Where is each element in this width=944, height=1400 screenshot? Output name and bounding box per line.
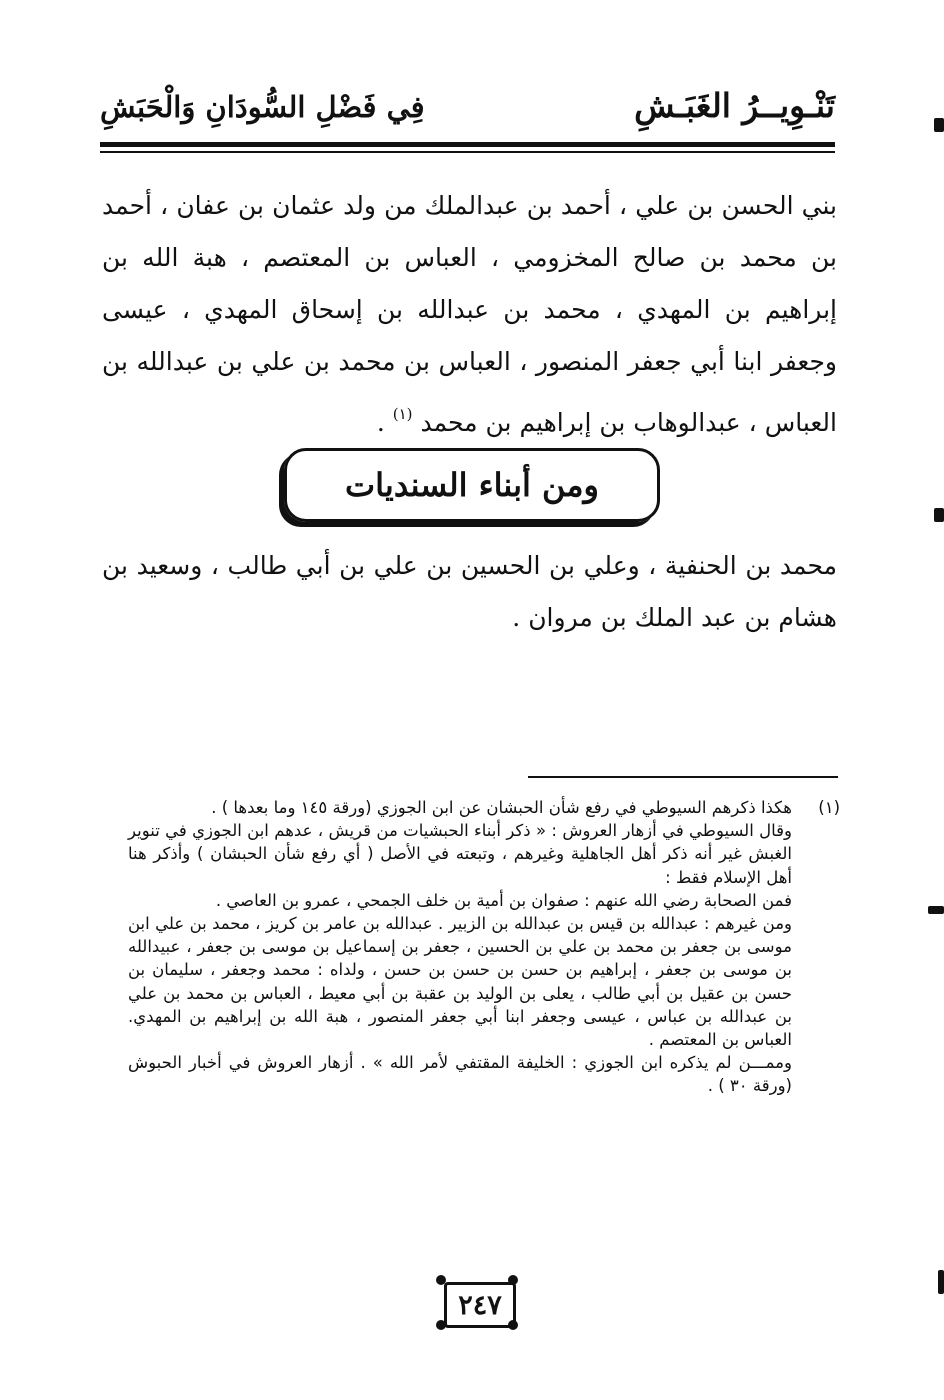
header-rule-thin xyxy=(100,151,835,153)
scan-mark xyxy=(934,508,944,522)
footnote-number: (١) xyxy=(818,798,840,817)
scan-mark xyxy=(934,118,944,132)
scan-mark xyxy=(938,1270,944,1294)
section-heading-box xyxy=(284,448,660,522)
paragraph-1-text: بني الحسن بن علي ، أحمد بن عبدالملك من ولد عثمان بن عفان ، أحمد بن محمد بن صالح المخزومي ، العباس بن المعتصم ، هبة الله بن إبراهيم بن المهدي ، محمد بن عبدالله بن إسحاق المهدي ، عيسى وجعفر ابنا أبي جعفر المنصور ، العباس بن محمد بن علي بن عبدالله بن العباس ، عبدالوهاب بن إبراهيم بن محمد xyxy=(102,191,837,437)
book-title: تَنْـوِيــرُ الغَبَـشِ xyxy=(634,86,835,125)
body-paragraph-1 xyxy=(102,180,837,449)
page-number-corner xyxy=(508,1320,518,1330)
page-number-corner xyxy=(508,1275,518,1285)
page-number: ٢٤٧ xyxy=(458,1289,502,1321)
footnote-line: ومن غيرهم : عبدالله بن قيس بن عبدالله بن الزبير . عبدالله بن عامر بن كريز ، محمد بن علي ابن موسى بن جعفر بن محمد بن علي بن الحسين ، جعفر بن إسماعيل بن موسى بن جعفر ، عبيدالله بن موسى بن جعفر ، إبراهيم بن حسن بن حسن بن حسن ، ولداه : محمد وجعفر ، سليمان بن حسن بن عقيل بن أبي طالب ، يعلى بن الوليد بن عقبة بن أبي معيط ، العباس بن محمد بن علي بن عبدالله بن عباس ، عيسى وجعفر ابنا أبي جعفر المنصور ، هبة الله بن إبراهيم بن المهدي. العباس بن المعتصم . xyxy=(128,914,792,1050)
footnote-reference[interactable]: (١) xyxy=(392,405,413,423)
header-rule-thick xyxy=(100,142,835,147)
page-number-box xyxy=(444,1282,516,1328)
book-subtitle: فِي فَضْلِ السُّودَانِ وَالْحَبَشِ xyxy=(100,90,425,124)
footnote-separator xyxy=(528,776,838,778)
scan-mark xyxy=(928,906,944,914)
page-number-corner xyxy=(436,1320,446,1330)
footnote-line: هكذا ذكرهم السيوطي في رفع شأن الحبشان عن ابن الجوزي (ورقة ١٤٥ وما بعدها ) . xyxy=(211,798,792,817)
footnote-body xyxy=(128,796,792,1098)
paragraph-1-end: . xyxy=(376,408,393,437)
footnote-line: وممـــن لم يذكره ابن الجوزي : الخليفة المقتفي لأمر الله » . أزهار العروش في أخبار الحبوش (ورقة ٣٠ ) . xyxy=(128,1053,792,1096)
paragraph-2-text: محمد بن الحنفية ، وعلي بن الحسين بن علي بن أبي طالب ، وسعيد بن هشام بن عبد الملك بن مروان . xyxy=(102,551,837,632)
running-header xyxy=(100,76,835,136)
page-number-corner xyxy=(436,1275,446,1285)
section-heading: ومن أبناء السنديات xyxy=(345,466,599,504)
body-paragraph-2 xyxy=(102,540,837,644)
footnote-line: وقال السيوطي في أزهار العروش : « ذكر أبناء الحبشيات من قريش ، عدهم ابن الجوزي في تنوير الغبش غير أنه ذكر أهل الجاهلية وغيرهم ، وتبعته في الأصل ( أي رفع شأن الحبشان ) وأذكر هنا أهل الإسلام فقط : xyxy=(128,821,792,887)
footnote-line: فمن الصحابة رضي الله عنهم : صفوان بن أمية بن خلف الجمحي ، عمرو بن العاصي . xyxy=(215,890,792,910)
